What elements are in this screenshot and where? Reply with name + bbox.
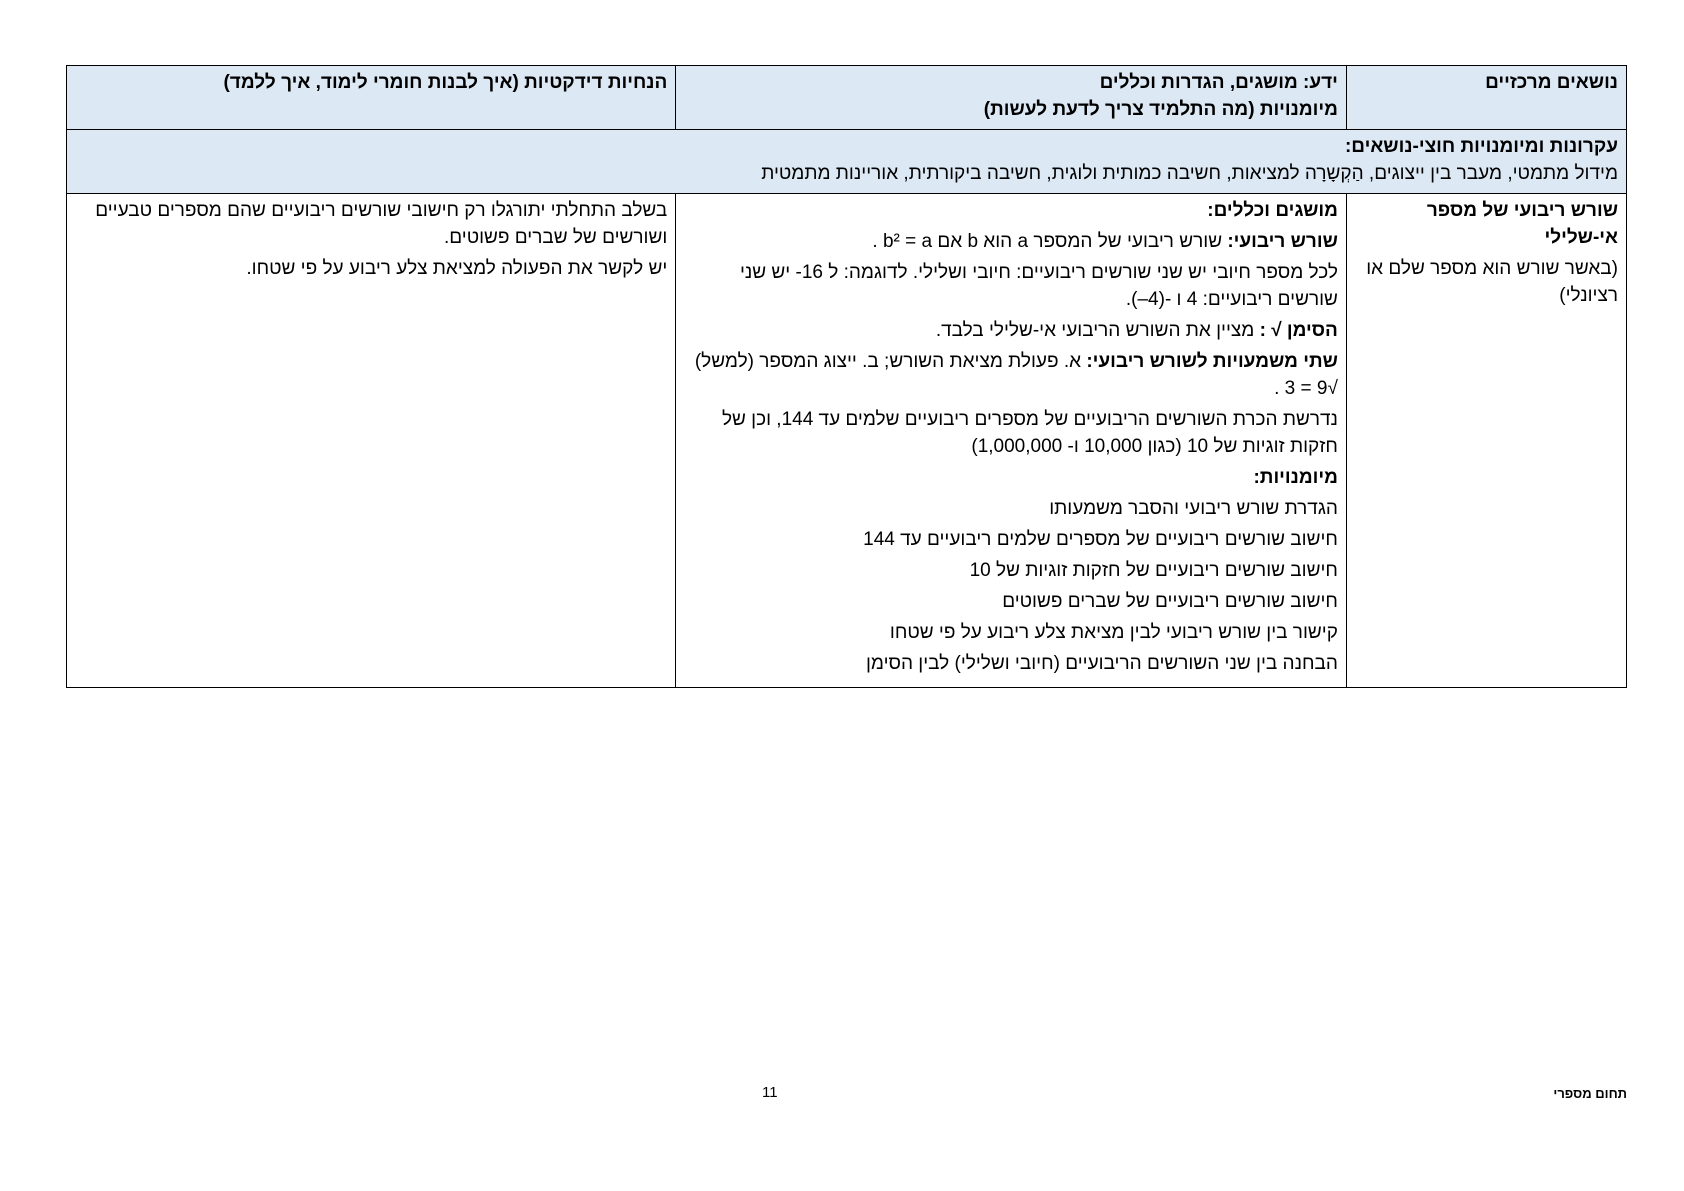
- cross-topics-text: מידול מתמטי, מעבר בין ייצוגים, הַקְשָרָה למציאות, חשיבה כמותית ולוגית, חשיבה ביקורתית, אוריינות מתמטית: [761, 163, 1618, 184]
- skill-item: הגדרת שורש ריבועי והסבר משמעותו: [1049, 498, 1338, 519]
- concepts-heading: מושגים וכללים:: [1207, 200, 1338, 221]
- header-knowledge-line2: מיומנויות (מה התלמיד צריך לדעת לעשות): [983, 99, 1338, 120]
- skills-heading: מיומנויות:: [1253, 467, 1338, 488]
- header-knowledge: [676, 66, 1347, 130]
- definition-label: שורש ריבועי:: [1227, 231, 1338, 252]
- page-number: 11: [762, 1084, 778, 1101]
- didactic-cell: [67, 194, 676, 688]
- cross-topics-title: עקרונות ומיומנויות חוצי-נושאים:: [1344, 136, 1618, 157]
- skill-item: חישוב שורשים ריבועיים של שברים פשוטים: [1002, 591, 1338, 612]
- knowledge-cell: [676, 194, 1347, 688]
- topic-cell: [1346, 194, 1626, 688]
- content-row: [67, 194, 1627, 688]
- footer-domain: תחום מספרי: [1553, 1086, 1627, 1101]
- header-row: [67, 66, 1627, 130]
- skill-item: חישוב שורשים ריבועיים של מספרים שלמים ריבועיים עד 144: [863, 529, 1338, 550]
- header-topics-text: נושאים מרכזיים: [1485, 72, 1618, 93]
- meanings-paragraph: [684, 348, 1338, 402]
- meanings-label: שתי משמעויות לשורש ריבועי:: [1086, 351, 1338, 372]
- skill-item: קישור בין שורש ריבועי לבין מציאת צלע ריבוע על פי שטחו: [889, 622, 1338, 643]
- symbol-paragraph: [684, 317, 1338, 344]
- cross-topics-cell: [67, 130, 1627, 194]
- definition-text: שורש ריבועי של המספר a הוא b אם b² = a .: [872, 231, 1228, 252]
- header-didactic-text: הנחיות דידקטיות (איך לבנות חומרי לימוד, איך ללמד): [223, 72, 668, 93]
- symbol-label: הסימן √ :: [1259, 320, 1338, 341]
- didactic-paragraph-2: יש לקשר את הפעולה למציאת צלע ריבוע על פי שטחו.: [246, 258, 668, 279]
- skill-item: חישוב שורשים ריבועיים של חזקות זוגיות של 10: [969, 560, 1338, 581]
- header-didactic: [67, 66, 676, 130]
- topic-title: שורש ריבועי של מספר אי-שלילי: [1426, 200, 1618, 248]
- curriculum-table: [66, 65, 1627, 688]
- topic-note: (באשר שורש הוא מספר שלם או רציונלי): [1366, 258, 1618, 306]
- didactic-paragraph-1: בשלב התחלתי יתורגלו רק חישובי שורשים ריבועיים שהם מספרים טבעיים ושורשים של שברים פשוטים.: [95, 200, 668, 248]
- header-knowledge-line1: ידע: מושגים, הגדרות וכללים: [1099, 72, 1338, 93]
- symbol-text: מציין את השורש הריבועי אי-שלילי בלבד.: [935, 320, 1260, 341]
- header-topics: [1346, 66, 1626, 130]
- meanings-text: א. פעולת מציאת השורש; ב. ייצוג המספר (למשל) √9 = 3 .: [694, 351, 1338, 399]
- skill-item: הבחנה בין שני השורשים הריבועיים (חיובי ושלילי) לבין הסימן: [865, 653, 1338, 674]
- recognition-paragraph: נדרשת הכרת השורשים הריבועיים של מספרים ריבועיים שלמים עד 144, וכן של חזקות זוגיות של 10 (כגון 10,000 ו- 1,000,000): [721, 409, 1338, 457]
- definition-paragraph: [684, 228, 1338, 255]
- two-roots-paragraph: לכל מספר חיובי יש שני שורשים ריבועיים: חיובי ושלילי. לדוגמה: ל 16- יש שני שורשים ריבועיים: 4 ו -(4–).: [739, 262, 1338, 310]
- cross-topics-row: [67, 130, 1627, 194]
